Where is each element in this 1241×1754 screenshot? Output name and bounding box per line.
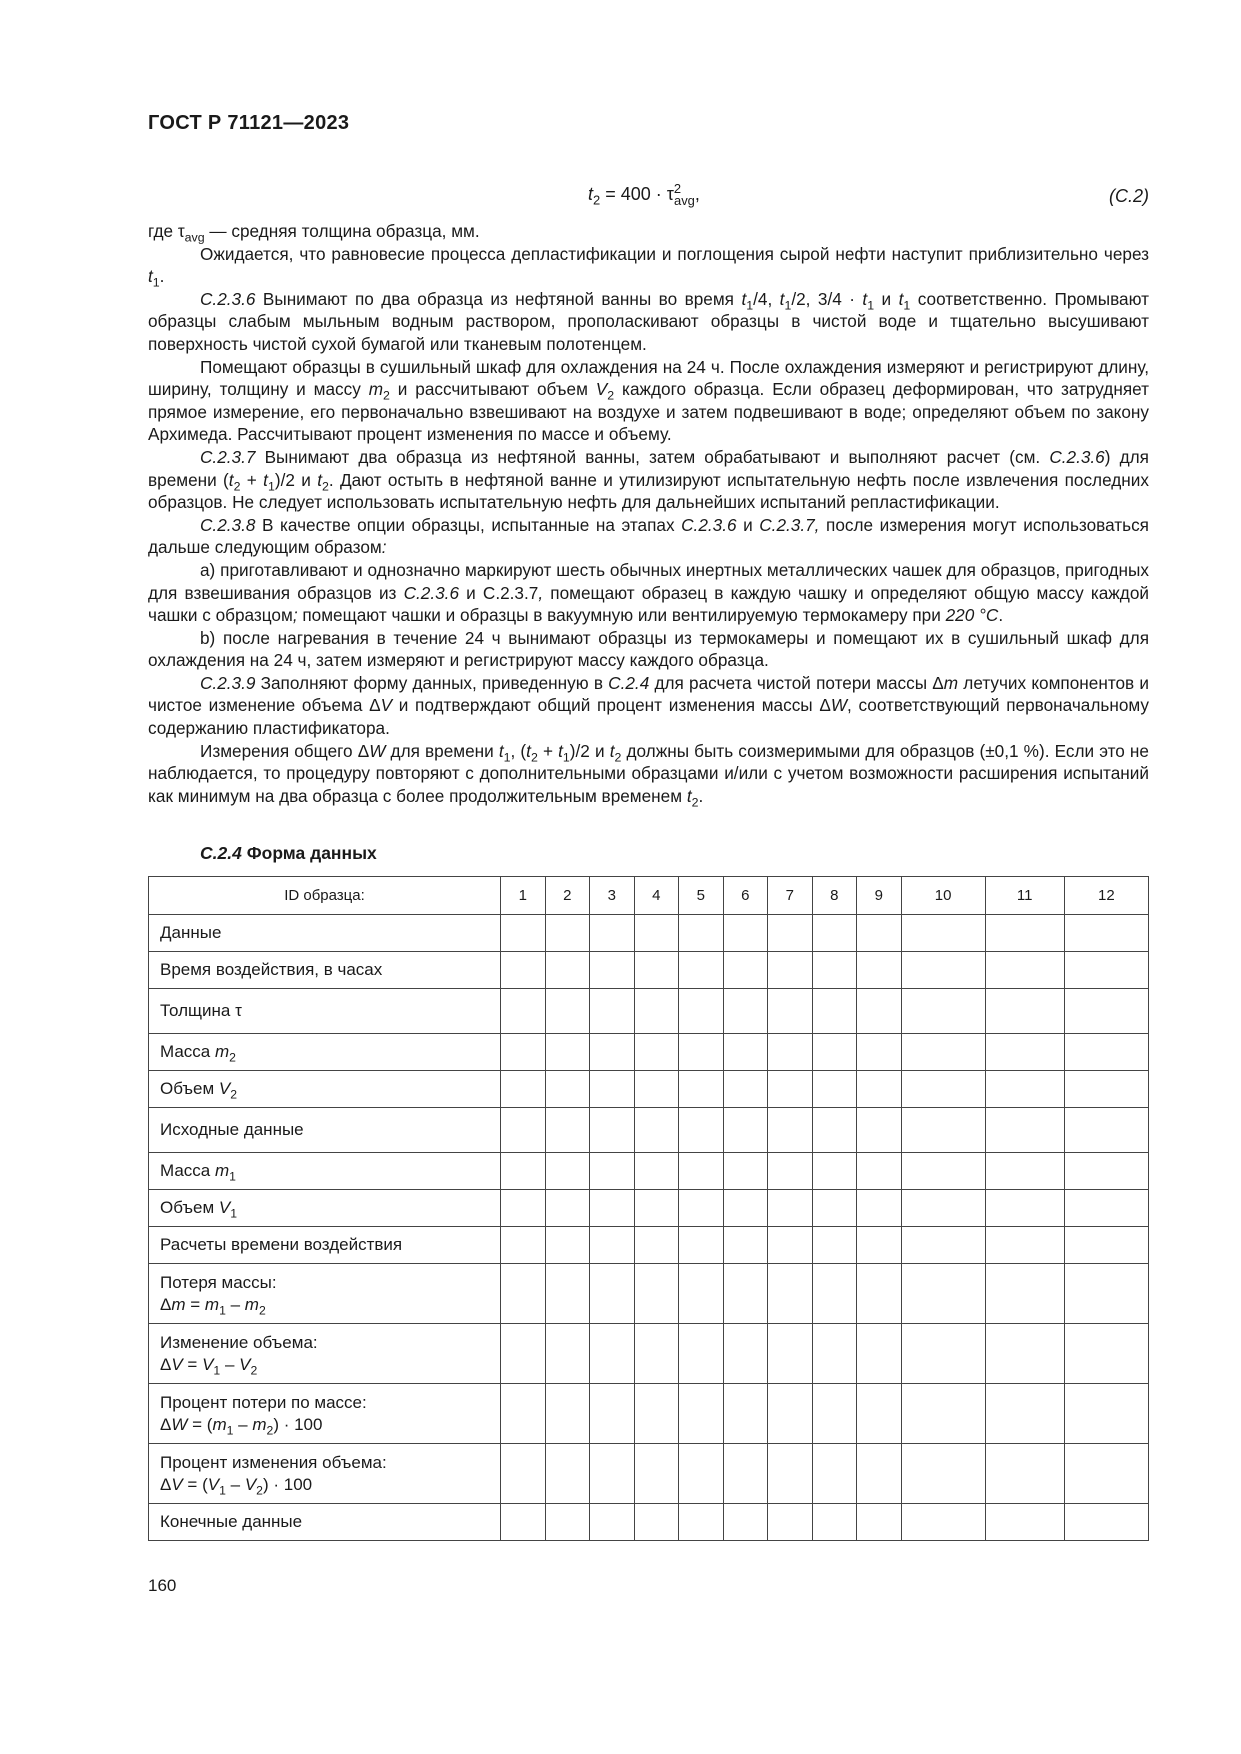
paragraph-where: где $\tau_{avg}$ — средняя толщина образца, мм.: [148, 221, 480, 245]
data-cell: [723, 1227, 768, 1264]
document-header: ГОСТ Р 71121—2023: [148, 112, 350, 134]
data-cell: [590, 989, 635, 1034]
data-cell: [679, 989, 724, 1034]
data-cell: [985, 1444, 1064, 1504]
table-row: [149, 915, 1149, 952]
data-cell: [812, 1384, 857, 1444]
data-cell: [634, 1108, 679, 1153]
data-cell: [634, 1071, 679, 1108]
data-cell: [501, 1071, 546, 1108]
data-cell: [590, 1108, 635, 1153]
table-row: [149, 1324, 1149, 1384]
table-row: [149, 1444, 1149, 1504]
data-cell: [857, 1264, 902, 1324]
data-cell: [501, 1444, 546, 1504]
data-cell: [501, 952, 546, 989]
data-cell: [545, 1071, 590, 1108]
data-cell: [679, 1227, 724, 1264]
data-cell: [1064, 989, 1148, 1034]
data-cell: [723, 1071, 768, 1108]
data-cell: [812, 1034, 857, 1071]
data-cell: [501, 1227, 546, 1264]
data-cell: [812, 1108, 857, 1153]
data-cell: [901, 952, 985, 989]
row-label: Масса $m_1$: [149, 1153, 501, 1190]
row-label: Процент потери по массе: $\Delta W = (m_1 - m_2) \cdot 100$: [149, 1384, 501, 1444]
data-cell: [545, 1034, 590, 1071]
data-cell: [634, 1444, 679, 1504]
data-cell: [768, 915, 813, 952]
data-cell: [634, 1384, 679, 1444]
data-cell: [768, 1384, 813, 1444]
data-cell: [634, 1227, 679, 1264]
table-row: [149, 1108, 1149, 1153]
data-cell: [812, 1153, 857, 1190]
data-cell: [857, 989, 902, 1034]
data-cell: [501, 1108, 546, 1153]
data-cell: [590, 1384, 635, 1444]
data-cell: [501, 1504, 546, 1541]
data-cell: [590, 1444, 635, 1504]
paragraph-equilibrium: Ожидается, что равновесие процесса депластификации и поглощения сырой нефти наступит приблизительно через $t_1$.: [148, 243, 1149, 290]
data-cell: [812, 1324, 857, 1384]
data-cell: [768, 1071, 813, 1108]
data-cell: [723, 1384, 768, 1444]
data-cell: [857, 1108, 902, 1153]
paragraph-c238: С.2.3.8 В качестве опции образцы, испытанные на этапах С.2.3.6 и С.2.3.7, после измерения могут использоваться дальше следующим образом:: [148, 514, 1149, 558]
data-cell: [723, 1324, 768, 1384]
row-label: Расчеты времени воздействия: [149, 1227, 501, 1264]
data-cell: [679, 1504, 724, 1541]
data-cell: [985, 952, 1064, 989]
formula-c2: $t_2 = 400 \cdot \tau^2_{avg}$,: [588, 180, 700, 208]
data-cell: [501, 1190, 546, 1227]
data-cell: [545, 1227, 590, 1264]
paragraph-item-a: a) приготавливают и однозначно маркируют шесть обычных инертных металлических чашек для образцов, пригодных для взвешивания образцов из С.2.3.6 и С.2.3.7, помещают образец в каждую чашку и определяют общую массу каждой чашки с образцом; помещают чашки и образцы в вакуумную или вентилируемую термокамеру при 220 °С.: [148, 559, 1149, 626]
data-cell: [985, 1108, 1064, 1153]
data-cell: [723, 1190, 768, 1227]
data-cell: [634, 915, 679, 952]
data-cell: [723, 989, 768, 1034]
data-cell: [634, 1034, 679, 1071]
data-cell: [901, 1264, 985, 1324]
row-label: Объем $V_1$: [149, 1190, 501, 1227]
data-cell: [812, 915, 857, 952]
data-cell: [901, 989, 985, 1034]
column-header: 11: [985, 877, 1064, 915]
row-label: Данные: [149, 915, 501, 952]
data-cell: [634, 989, 679, 1034]
data-cell: [857, 1153, 902, 1190]
data-cell: [1064, 1071, 1148, 1108]
table-row: [149, 1190, 1149, 1227]
data-cell: [812, 1227, 857, 1264]
data-cell: [723, 1034, 768, 1071]
data-cell: [501, 1384, 546, 1444]
data-cell: [812, 989, 857, 1034]
data-cell: [901, 1190, 985, 1227]
data-cell: [723, 1153, 768, 1190]
data-cell: [679, 1324, 724, 1384]
data-cell: [545, 915, 590, 952]
data-cell: [501, 915, 546, 952]
table-row: [149, 1227, 1149, 1264]
table-row: [149, 1264, 1149, 1324]
column-header: 9: [857, 877, 902, 915]
data-cell: [768, 1108, 813, 1153]
data-cell: [545, 1384, 590, 1444]
data-cell: [1064, 1034, 1148, 1071]
column-header: 3: [590, 877, 635, 915]
data-cell: [590, 1153, 635, 1190]
column-header: 1: [501, 877, 546, 915]
data-cell: [1064, 1324, 1148, 1384]
data-cell: [812, 1264, 857, 1324]
column-header: 12: [1064, 877, 1148, 915]
data-cell: [985, 1504, 1064, 1541]
data-cell: [857, 1444, 902, 1504]
data-cell: [901, 1384, 985, 1444]
data-cell: [812, 1190, 857, 1227]
data-cell: [1064, 1190, 1148, 1227]
column-header: 10: [901, 877, 985, 915]
data-cell: [812, 1071, 857, 1108]
table-row: [149, 1384, 1149, 1444]
paragraph-c236: С.2.3.6 Вынимают по два образца из нефтяной ванны во время $t_1/4$, $t_1/2$, $3/4 \cdot t_1$ и $t_1$ соответственно. Промывают образцы слабым мыльным водным раствором, прополаскивают образцы в чистой воде и тщательно высушивают поверхность чистой сухой бумагой или тканевым полотенцем.: [148, 288, 1149, 354]
data-cell: [812, 952, 857, 989]
data-cell: [679, 1444, 724, 1504]
column-header: 4: [634, 877, 679, 915]
data-cell: [768, 1227, 813, 1264]
data-cell: [901, 1444, 985, 1504]
data-cell: [768, 1324, 813, 1384]
data-cell: [768, 1444, 813, 1504]
data-cell: [634, 1153, 679, 1190]
paragraph-c237: С.2.3.7 Вынимают два образца из нефтяной ванны, затем обрабатывают и выполняют расчет (см. С.2.3.6) для времени $(t_2 + t_1)/2$ и $t_2$. Дают остыть в нефтяной ванне и утилизируют испытательную нефть после извлечения последних образцов. Не следует использовать испытательную нефть для дальнейших испытаний репластификации.: [148, 446, 1149, 513]
table-row: [149, 1034, 1149, 1071]
data-cell: [1064, 1384, 1148, 1444]
data-cell: [679, 1071, 724, 1108]
data-cell: [634, 1504, 679, 1541]
data-cell: [590, 1227, 635, 1264]
data-cell: [590, 1034, 635, 1071]
data-cell: [590, 1324, 635, 1384]
data-cell: [723, 1444, 768, 1504]
row-label: Масса $m_2$: [149, 1034, 501, 1071]
paragraph-measurements: Измерения общего ΔW для времени $t_1$, $(t_2 + t_1)/2$ и $t_2$ должны быть соизмеримыми для образцов (±0,1 %). Если это не наблюдается, то процедуру повторяют с дополнительными образцами и/или с учетом возможности расширения испытаний как минимум на два образца с более продолжительным временем $t_2$.: [148, 740, 1149, 810]
data-cell: [501, 989, 546, 1034]
data-cell: [985, 1153, 1064, 1190]
data-cell: [768, 1190, 813, 1227]
data-cell: [634, 1264, 679, 1324]
data-cell: [901, 1227, 985, 1264]
data-cell: [545, 1324, 590, 1384]
data-cell: [679, 1384, 724, 1444]
data-cell: [768, 952, 813, 989]
row-label: Конечные данные: [149, 1504, 501, 1541]
data-cell: [545, 1153, 590, 1190]
data-cell: [501, 1264, 546, 1324]
data-cell: [590, 1071, 635, 1108]
data-cell: [857, 1384, 902, 1444]
data-cell: [857, 952, 902, 989]
data-cell: [634, 1324, 679, 1384]
column-header: 7: [768, 877, 813, 915]
row-label: Толщина τ: [149, 989, 501, 1034]
data-cell: [679, 1264, 724, 1324]
data-cell: [857, 1190, 902, 1227]
data-cell: [590, 1264, 635, 1324]
data-cell: [901, 1504, 985, 1541]
data-cell: [985, 915, 1064, 952]
data-cell: [901, 1324, 985, 1384]
data-cell: [501, 1034, 546, 1071]
table-caption: С.2.4 Форма данных: [200, 843, 377, 863]
data-cell: [857, 1324, 902, 1384]
body-text: [148, 220, 1149, 810]
data-cell: [723, 1504, 768, 1541]
data-cell: [1064, 1227, 1148, 1264]
paragraph-item-b: b) после нагревания в течение 24 ч вынимают образцы из термокамеры и помещают их в сушильный шкаф для охлаждения на 24 ч, затем измеряют и регистрируют массу каждого образца.: [148, 627, 1149, 671]
data-cell: [545, 989, 590, 1034]
data-cell: [545, 1444, 590, 1504]
data-cell: [812, 1444, 857, 1504]
data-cell: [985, 1264, 1064, 1324]
data-cell: [679, 1108, 724, 1153]
data-cell: [590, 1190, 635, 1227]
data-cell: [1064, 1264, 1148, 1324]
paragraph-drying: Помещают образцы в сушильный шкаф для охлаждения на 24 ч. После охлаждения измеряют и регистрируют длину, ширину, толщину и массу $m_2$ и рассчитывают объем $V_2$ каждого образца. Если образец деформирован, что затрудняет прямое измерение, его первоначально взвешивают на воздухе и затем подвешивают в воде; определяют объем по закону Архимеда. Рассчитывают процент изменения по массе и объему.: [148, 356, 1149, 445]
data-cell: [901, 1071, 985, 1108]
data-cell: [501, 1324, 546, 1384]
data-cell: [545, 1190, 590, 1227]
data-cell: [901, 1153, 985, 1190]
data-cell: [1064, 1108, 1148, 1153]
table-header-row: [149, 877, 1149, 915]
row-label: Изменение объема: $\Delta V = V_1 - V_2$: [149, 1324, 501, 1384]
data-cell: [768, 1264, 813, 1324]
table-row: [149, 952, 1149, 989]
column-header: 6: [723, 877, 768, 915]
column-header: 2: [545, 877, 590, 915]
data-cell: [723, 915, 768, 952]
data-cell: [857, 1227, 902, 1264]
data-cell: [723, 1264, 768, 1324]
data-cell: [985, 1227, 1064, 1264]
data-cell: [768, 1034, 813, 1071]
data-cell: [985, 989, 1064, 1034]
data-cell: [768, 989, 813, 1034]
data-cell: [634, 1190, 679, 1227]
row-label: Объем $V_2$: [149, 1071, 501, 1108]
formula-number: (С.2): [1109, 186, 1149, 206]
data-cell: [723, 952, 768, 989]
data-cell: [857, 1504, 902, 1541]
row-label: Потеря массы: $\Delta m = m_1 - m_2$: [149, 1264, 501, 1324]
data-cell: [545, 952, 590, 989]
table-row: [149, 1504, 1149, 1541]
table-row: [149, 989, 1149, 1034]
data-cell: [1064, 1504, 1148, 1541]
table-row: [149, 1071, 1149, 1108]
data-cell: [634, 952, 679, 989]
data-cell: [590, 915, 635, 952]
data-cell: [1064, 952, 1148, 989]
data-cell: [679, 1153, 724, 1190]
data-cell: [545, 1264, 590, 1324]
row-label: Процент изменения объема: $\Delta V = (V_1 - V_2) \cdot 100$: [149, 1444, 501, 1504]
page-number: 160: [148, 1576, 177, 1595]
data-cell: [812, 1504, 857, 1541]
data-cell: [985, 1071, 1064, 1108]
data-cell: [1064, 915, 1148, 952]
data-cell: [901, 1034, 985, 1071]
data-cell: [590, 1504, 635, 1541]
data-cell: [545, 1108, 590, 1153]
data-cell: [679, 1190, 724, 1227]
id-header: ID образца:: [149, 877, 501, 915]
data-cell: [1064, 1153, 1148, 1190]
data-cell: [545, 1504, 590, 1541]
column-header: 5: [679, 877, 724, 915]
data-cell: [985, 1034, 1064, 1071]
paragraph-c239: С.2.3.9 Заполняют форму данных, приведенную в С.2.4 для расчета чистой потери массы Δm летучих компонентов и чистое изменение объема ΔV и подтверждают общий процент изменения массы ΔW, соответствующий первоначальному содержанию пластификатора.: [148, 672, 1149, 739]
data-cell: [679, 915, 724, 952]
data-cell: [985, 1324, 1064, 1384]
data-cell: [901, 1108, 985, 1153]
data-cell: [723, 1108, 768, 1153]
data-cell: [590, 952, 635, 989]
data-cell: [679, 1034, 724, 1071]
column-header: 8: [812, 877, 857, 915]
data-cell: [985, 1190, 1064, 1227]
data-cell: [1064, 1444, 1148, 1504]
data-cell: [768, 1153, 813, 1190]
data-cell: [501, 1153, 546, 1190]
data-cell: [679, 952, 724, 989]
data-cell: [985, 1384, 1064, 1444]
data-form-table: [148, 876, 1149, 1541]
row-label: Время воздействия, в часах: [149, 952, 501, 989]
row-label: Исходные данные: [149, 1108, 501, 1153]
data-cell: [857, 1034, 902, 1071]
data-cell: [768, 1504, 813, 1541]
table-row: [149, 1153, 1149, 1190]
data-cell: [857, 915, 902, 952]
data-cell: [901, 915, 985, 952]
data-cell: [857, 1071, 902, 1108]
